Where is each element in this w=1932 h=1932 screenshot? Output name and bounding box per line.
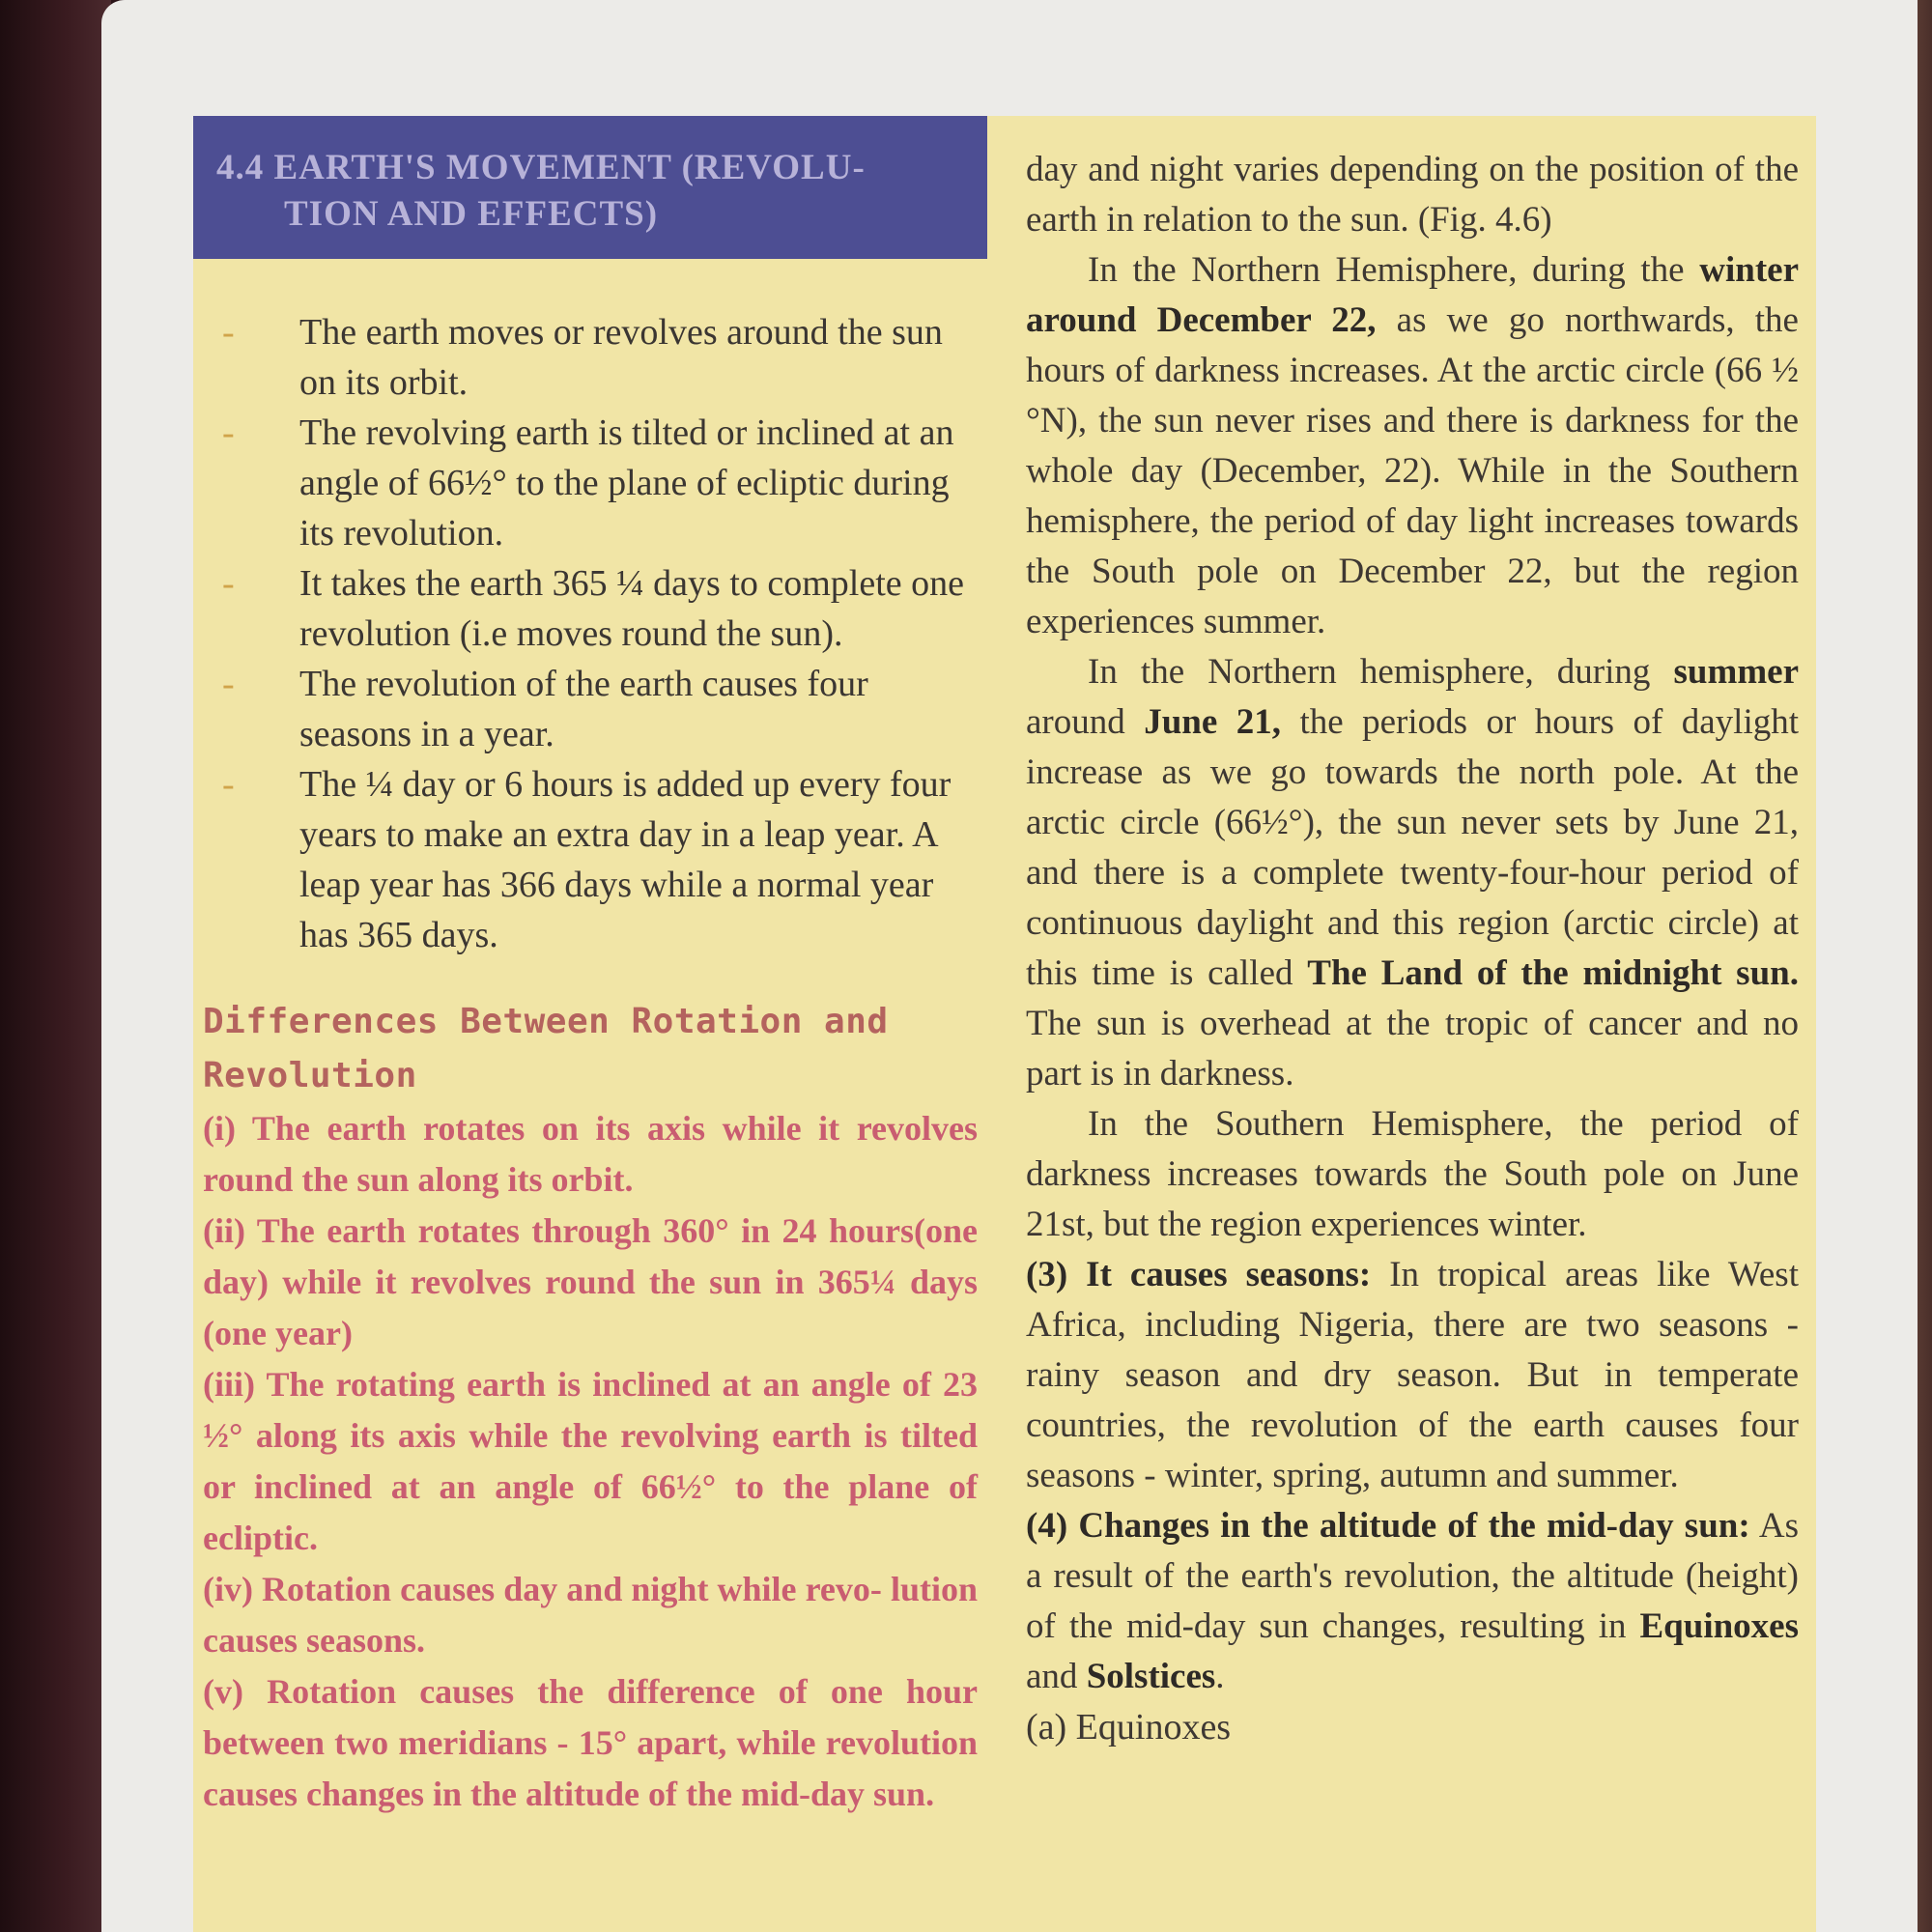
text-run: and: [1026, 1657, 1087, 1696]
section-title-line1: 4.4 EARTH'S MOVEMENT (REVOLU-: [216, 148, 866, 187]
bold-text: winter around December 22,: [1026, 250, 1799, 340]
paragraph-northern-winter: [1026, 245, 1799, 647]
section-title-line2: TION AND EFFECTS): [284, 194, 659, 234]
bold-text: summer: [1673, 652, 1799, 692]
difference-item: (v) Rotation causes the difference of one hour between two meridians - 15° apart, while revolution causes changes in the altitude of the mid-day sun.: [203, 1672, 978, 1813]
bullet-item: [203, 558, 985, 659]
equinoxes-subheading: (a) Equinoxes: [1026, 1707, 1232, 1747]
difference-item: (ii) The earth rotates through 360° in 24 hours(one day) while it revolves round the sun in 365¼ days (one year): [203, 1211, 978, 1352]
left-column: [203, 307, 985, 1820]
bold-text: Equinoxes: [1639, 1606, 1799, 1646]
paragraph-altitude: [1026, 1501, 1799, 1702]
bullet-item: [203, 659, 985, 759]
bullet-text: The revolving earth is tilted or inclined at an angle of 66½° to the plane of ecliptic during its revolution.: [299, 412, 954, 554]
difference-item: (iv) Rotation causes day and night while revo- lution causes seasons.: [203, 1570, 978, 1660]
text-run: The sun is overhead at the tropic of cancer and no part is in darkness.: [1026, 1004, 1799, 1094]
difference-item: (iii) The rotating earth is inclined at an angle of 23 ½° along its axis while the revolving earth is tilted or inclined at an angle of 66½° to the plane of ecliptic.: [203, 1365, 978, 1557]
difference-item: (i) The earth rotates on its axis while it revolves round the sun along its orbit.: [203, 1109, 978, 1199]
bullet-text: The ¼ day or 6 hours is added up every four years to make an extra day in a leap year. A leap year has 366 days while a normal year has 365 days.: [299, 764, 952, 955]
dash-marker: -: [222, 563, 235, 604]
background-left: [0, 0, 111, 1932]
dash-marker: -: [222, 664, 235, 704]
differences-heading: Differences Between Rotation and Revolution: [203, 1002, 889, 1095]
text-run: As a result of the earth's revolution, the altitude (height) of the mid-day sun changes, resulting in: [1026, 1506, 1799, 1646]
paragraph-northern-summer: [1026, 647, 1799, 1099]
bold-text: Solstices: [1086, 1657, 1216, 1696]
bold-text: The Land of the midnight sun.: [1307, 953, 1799, 993]
section-header: [193, 116, 987, 259]
text-run: as we go northwards, the hours of darkness increases. At the arctic circle (66 ½ °N), the sun never rises and there is darkness for the whole day (December, 22). While in the Southern hemisphere, the period of day light increases towards the South pole on December 22, but the region experiences summer.: [1026, 300, 1799, 641]
dash-marker: -: [222, 412, 235, 453]
text-run: around: [1026, 702, 1145, 742]
bullet-text: The revolution of the earth causes four seasons in a year.: [299, 664, 868, 754]
text-run: .: [1215, 1657, 1225, 1696]
paragraph-day-night: day and night varies depending on the position of the earth in relation to the sun. (Fig. 4.6): [1026, 150, 1799, 240]
right-column: [1026, 145, 1799, 1752]
paragraph-southern-winter: In the Southern Hemisphere, the period of darkness increases towards the South pole on June 21st, but the region experiences winter.: [1026, 1104, 1799, 1244]
bullet-item: [203, 408, 985, 558]
bullet-item: [203, 307, 985, 408]
text-run: the periods or hours of daylight increase as we go towards the north pole. At the arctic circle (66½°), the sun never sets by June 21, and there is a complete twenty-four-hour period of continuous daylight and this region (arctic circle) at this time is called: [1026, 702, 1800, 993]
bullet-list: [203, 307, 985, 960]
text-run: In tropical areas like West Africa, including Nigeria, there are two seasons - rainy season and dry season. But in temperate countries, the revolution of the earth causes four seasons - winter, spring, autumn and summer.: [1026, 1255, 1799, 1495]
bold-text: (3) It causes seasons:: [1026, 1255, 1372, 1294]
text-run: In the Northern Hemisphere, during the: [1088, 250, 1700, 290]
dash-marker: -: [222, 312, 235, 353]
bullet-text: It takes the earth 365 ¼ days to complete one revolution (i.e moves round the sun).: [299, 563, 965, 654]
text-run: In the Northern hemisphere, during: [1088, 652, 1674, 692]
dash-marker: -: [222, 764, 235, 805]
bullet-text: The earth moves or revolves around the sun on its orbit.: [299, 312, 943, 403]
bold-text: June 21,: [1144, 702, 1281, 742]
bold-text: (4) Changes in the altitude of the mid-day sun:: [1026, 1506, 1750, 1546]
paragraph-seasons: [1026, 1250, 1799, 1501]
bullet-item: [203, 759, 985, 960]
differences-list: [203, 1103, 985, 1820]
